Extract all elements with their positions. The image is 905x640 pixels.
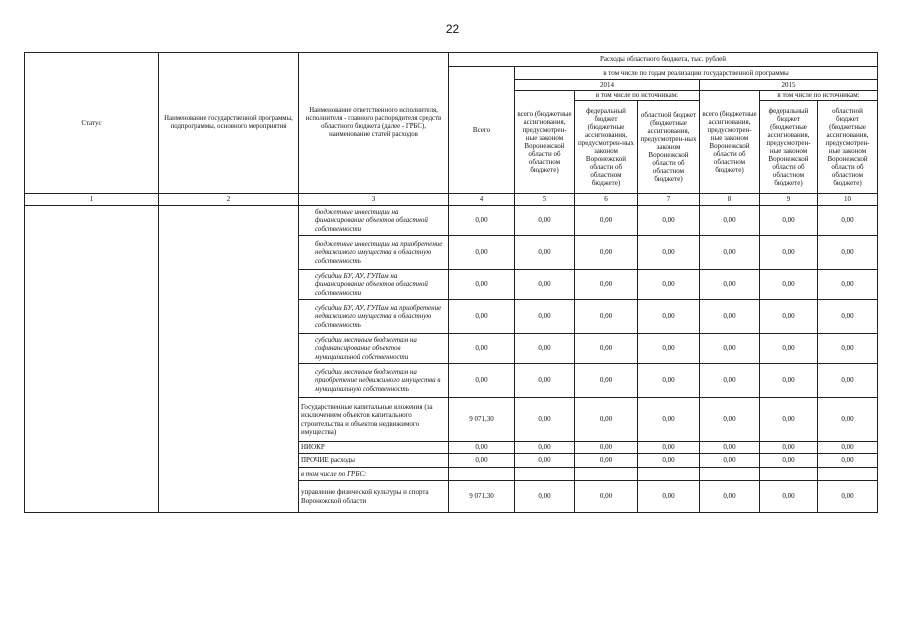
value-cell: 0,00 [515, 454, 575, 468]
value-cell: 0,00 [700, 398, 760, 442]
header-sources-2015: в том числе по источникам: [760, 91, 878, 101]
value-cell: 0,00 [449, 206, 515, 236]
row-label: бюджетные инвестиции на приобретение недвижимого имущества в областную собственность [299, 236, 449, 270]
value-cell: 0,00 [575, 270, 638, 300]
header-year-2015: 2015 [700, 80, 878, 91]
value-cell: 0,00 [818, 334, 878, 364]
value-cell: 0,00 [700, 300, 760, 334]
value-cell: 0,00 [818, 270, 878, 300]
header-sources-2014: в том числе по источникам: [575, 91, 700, 101]
value-cell: 0,00 [760, 454, 818, 468]
value-cell: 0,00 [515, 270, 575, 300]
value-cell: 0,00 [575, 364, 638, 398]
header-budget-caption: Расходы областного бюджета, тыс. рублей [449, 53, 878, 67]
row-label: в том числе по ГРБС: [299, 468, 449, 481]
value-cell: 0,00 [449, 236, 515, 270]
value-cell [515, 468, 575, 481]
column-number: 8 [700, 194, 760, 206]
value-cell: 0,00 [575, 334, 638, 364]
value-cell: 0,00 [760, 300, 818, 334]
value-cell: 0,00 [700, 206, 760, 236]
value-cell: 0,00 [638, 442, 700, 454]
row-label: НИОКР [299, 442, 449, 454]
value-cell: 0,00 [700, 334, 760, 364]
value-cell: 0,00 [575, 300, 638, 334]
budget-table [24, 52, 878, 513]
row-label: субсидии БУ, АУ, ГУПам на финансирование объектов областной собственности [299, 270, 449, 300]
value-cell: 0,00 [449, 300, 515, 334]
value-cell: 0,00 [760, 481, 818, 513]
row-label: Государственные капитальные вложения (за исключением объектов капитального строительства и объектов недвижимого имущества) [299, 398, 449, 442]
header-executor-name: Наименование ответственного исполнителя, исполнителя - главного распорядителя средств областного бюджета (далее - ГРБС), наименование статей расходов [299, 53, 449, 194]
value-cell: 0,00 [818, 300, 878, 334]
value-cell: 0,00 [638, 270, 700, 300]
column-number: 6 [575, 194, 638, 206]
value-cell: 0,00 [700, 481, 760, 513]
value-cell: 0,00 [638, 300, 700, 334]
value-cell: 0,00 [818, 398, 878, 442]
header-regional-2014: областной бюджет (бюджетные ассигнования, предусмотрен-ных законом Воронежской области об областном бюджете) [638, 101, 700, 194]
column-number: 1 [25, 194, 159, 206]
value-cell: 0,00 [575, 398, 638, 442]
value-cell: 0,00 [760, 364, 818, 398]
header-regional-2015: областной бюджет (бюджетные ассигнования, предусмотрен-ные законом Воронежской области об областном бюджете) [818, 101, 878, 194]
value-cell [760, 468, 818, 481]
value-cell: 0,00 [515, 442, 575, 454]
value-cell: 0,00 [700, 454, 760, 468]
value-cell: 0,00 [449, 270, 515, 300]
value-cell: 0,00 [449, 334, 515, 364]
row-label: управление физической культуры и спорта Воронежской области [299, 481, 449, 513]
table-body [25, 206, 878, 513]
column-number-row [25, 194, 878, 206]
value-cell: 0,00 [515, 334, 575, 364]
value-cell: 0,00 [760, 206, 818, 236]
value-cell: 0,00 [700, 236, 760, 270]
value-cell: 0,00 [638, 364, 700, 398]
program-cell [159, 206, 299, 513]
header-status: Статус [25, 53, 159, 194]
column-number: 3 [299, 194, 449, 206]
value-cell: 0,00 [449, 442, 515, 454]
value-cell: 0,00 [515, 364, 575, 398]
row-label: субсидии местным бюджетам на приобретение недвижимого имущества в муниципальную собственность [299, 364, 449, 398]
value-cell: 0,00 [818, 364, 878, 398]
value-cell [700, 468, 760, 481]
value-cell: 0,00 [638, 398, 700, 442]
value-cell [638, 468, 700, 481]
value-cell: 0,00 [760, 236, 818, 270]
value-cell: 0,00 [818, 442, 878, 454]
value-cell: 9 071,30 [449, 398, 515, 442]
value-cell: 0,00 [818, 206, 878, 236]
value-cell: 0,00 [515, 206, 575, 236]
value-cell: 0,00 [818, 481, 878, 513]
value-cell [449, 468, 515, 481]
value-cell: 0,00 [575, 454, 638, 468]
header-total-2014: всего (бюджетные ассигнования, предусмотрен-ные законом Воронежской области об областном бюджете) [515, 91, 575, 194]
value-cell: 0,00 [575, 442, 638, 454]
value-cell: 0,00 [818, 236, 878, 270]
header-total: Всего [449, 67, 515, 194]
header-program-name: Наименование государственной программы, подпрограммы, основного мероприятия [159, 53, 299, 194]
header-total-2015: всего (бюджетные ассигнования, предусмотрен-ные законом Воронежской области об областном бюджете) [700, 91, 760, 194]
row-label: субсидии БУ, АУ, ГУПам на приобретение недвижимого имущества в областную собственность [299, 300, 449, 334]
value-cell: 0,00 [638, 206, 700, 236]
header-by-years: в том числе по годам реализации государственной программы [515, 67, 878, 80]
value-cell: 0,00 [575, 236, 638, 270]
header-year-2014: 2014 [515, 80, 700, 91]
column-number: 2 [159, 194, 299, 206]
row-label: бюджетные инвестиции на финансирование объектов областной собственности [299, 206, 449, 236]
value-cell: 0,00 [575, 481, 638, 513]
row-label: ПРОЧИЕ расходы [299, 454, 449, 468]
value-cell: 0,00 [700, 270, 760, 300]
value-cell: 0,00 [449, 454, 515, 468]
value-cell [818, 468, 878, 481]
header-federal-2014: федеральный бюджет (бюджетные ассигнования, предусмотрен-ных законом Воронежской области об областном бюджете) [575, 101, 638, 194]
column-number: 10 [818, 194, 878, 206]
value-cell [575, 468, 638, 481]
value-cell: 0,00 [515, 300, 575, 334]
column-number: 7 [638, 194, 700, 206]
value-cell: 0,00 [515, 481, 575, 513]
column-number: 4 [449, 194, 515, 206]
value-cell: 0,00 [638, 334, 700, 364]
value-cell: 0,00 [638, 481, 700, 513]
value-cell: 0,00 [700, 364, 760, 398]
value-cell: 0,00 [638, 454, 700, 468]
value-cell: 0,00 [515, 398, 575, 442]
value-cell: 0,00 [575, 206, 638, 236]
value-cell: 0,00 [760, 334, 818, 364]
value-cell: 0,00 [515, 236, 575, 270]
table-row [25, 206, 878, 236]
value-cell: 0,00 [818, 454, 878, 468]
value-cell: 0,00 [700, 442, 760, 454]
header-federal-2015: федеральный бюджет (бюджетные ассигнования, предусмотрен-ные законом Воронежской области об областном бюджете) [760, 101, 818, 194]
column-number: 5 [515, 194, 575, 206]
row-label: субсидии местным бюджетам на софинансирование объектов муниципальной собственности [299, 334, 449, 364]
value-cell: 9 071,30 [449, 481, 515, 513]
status-cell [25, 206, 159, 513]
value-cell: 0,00 [760, 442, 818, 454]
value-cell: 0,00 [449, 364, 515, 398]
page-number: 22 [445, 22, 460, 36]
value-cell: 0,00 [760, 270, 818, 300]
value-cell: 0,00 [638, 236, 700, 270]
value-cell: 0,00 [760, 398, 818, 442]
column-number: 9 [760, 194, 818, 206]
